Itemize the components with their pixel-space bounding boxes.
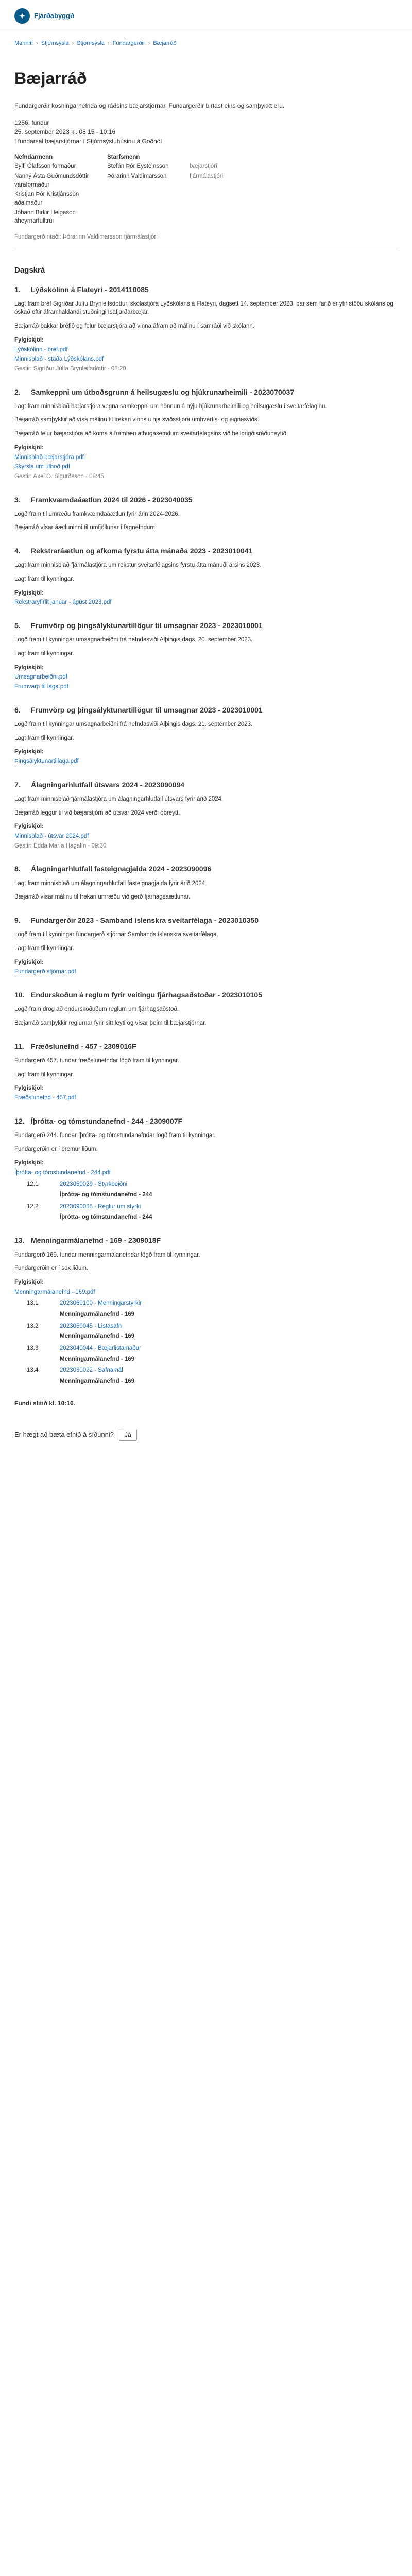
agenda-item-heading: Frumvörp og þingsályktunartillögur til umsagnar 2023 - 2023010001: [31, 705, 263, 714]
member: Sylfi Ólafsson formaður: [14, 163, 76, 170]
agenda-item-text: Fundargerðin er í sex liðum.: [14, 1265, 89, 1272]
agenda-item-text: Bæjarráð vísar málinu til frekari umræðu við gerð fjárhagsáætlunar.: [14, 894, 191, 901]
attachment-link[interactable]: Fundargerð stjórnar.pdf: [14, 969, 76, 975]
agenda-item-text: Lagt fram bréf Sigríðar Júlíu Brynleifsdóttur, skólastjóra Lýðskólans á Flateyri, dagsett 14. september 2023, þar sem farið er yfir stöðu skólans og óskað eftir áframhaldandi stuðningi Ísafjarðarbæjar.: [14, 300, 393, 316]
agenda-item-number: 10.: [14, 991, 25, 999]
agenda-item-text: Lagt fram til kynningar.: [14, 1071, 74, 1078]
guests: Gestir: Edda María Hagalín - 09:30: [14, 842, 107, 849]
agenda-item-number: 4.: [14, 547, 21, 555]
agenda-item-heading: Álagningarhlutfall fasteignagjalda 2024 - 2023090096: [31, 865, 212, 873]
agenda-item: [14, 1116, 398, 1222]
attachments-label: Fylgiskjöl:: [14, 336, 44, 343]
sub-item-detail: [60, 1377, 398, 1386]
sub-item-detail: [60, 1213, 398, 1222]
agenda-item-title: [14, 387, 398, 397]
agenda-item-title: [14, 779, 398, 790]
attachment-link[interactable]: Þingsályktunartillaga.pdf: [14, 758, 79, 765]
agenda-item-text: Lagt fram til kynningar.: [14, 651, 74, 657]
feedback-yes-button[interactable]: Já: [119, 1429, 137, 1441]
agenda-item-number: 1.: [14, 285, 21, 294]
agenda-item-title: [14, 990, 398, 1000]
sub-item-link[interactable]: 2023060100 - Menningarstyrkir: [60, 1300, 142, 1307]
breadcrumb-item[interactable]: Fundargerðir: [112, 40, 145, 46]
staff-role: bæjarstjóri: [190, 163, 217, 170]
minute-taker: Fundargerð ritaði: Þórarinn Valdimarsson fjármálastjóri: [14, 234, 158, 241]
agenda-item-text: Lagt fram minnisblað um álagningarhlutfall fasteignagjalda fyrir árið 2024.: [14, 880, 207, 887]
agenda-item-title: [14, 915, 398, 925]
attachment-link[interactable]: Lýðskólinn - bréf.pdf: [14, 346, 68, 353]
agenda-item-text: Lagt fram til kynningar.: [14, 945, 74, 952]
meeting-adjourned: Fundi slitið kl. 10:16.: [14, 1399, 76, 1407]
sub-item-code: 13.2: [27, 1323, 39, 1329]
sub-item-committee: Menningarmálanefnd - 169: [60, 1311, 135, 1318]
sub-item: [27, 1344, 398, 1353]
agenda-item-title: [14, 705, 398, 715]
sub-item: [27, 1180, 398, 1189]
staff: Stefán Þór Eysteinsson: [107, 163, 169, 170]
attachments-label: Fylgiskjöl:: [14, 1085, 44, 1092]
attachment-link[interactable]: Minnisblað - útsvar 2024.pdf: [14, 833, 89, 840]
breadcrumb-item[interactable]: Stjórnsýsla: [77, 40, 105, 46]
sub-item: [27, 1366, 398, 1375]
agenda-item-heading: Fundargerðir 2023 - Samband íslenskra sveitarfélaga - 2023010350: [31, 916, 259, 925]
agenda-item: [14, 990, 398, 1028]
sub-item-detail: [60, 1191, 398, 1199]
attachments-label: Fylgiskjöl:: [14, 444, 44, 451]
agenda-item-title: [14, 495, 398, 505]
agenda-item-heading: Frumvörp og þingsályktunartillögur til umsagnar 2023 - 2023010001: [31, 621, 263, 630]
agenda-item-text: Bæjarráð samþykkir að vísa málinu til frekari vinnslu hjá sviðsstjóra umhverfis- og eignasviðs.: [14, 417, 259, 423]
attachments-label: Fylgiskjöl:: [14, 589, 44, 596]
agenda-item-text: Lagt fram minnisblað bæjarstjóra vegna samkeppni um hönnun á nýju hjúkrunarheimili og heilsugæslu í sveitarfélaginu.: [14, 403, 327, 410]
sub-item-committee: Menningarmálanefnd - 169: [60, 1378, 135, 1385]
attachments-label: Fylgiskjöl:: [14, 1279, 44, 1285]
sub-item-committee: Menningarmálanefnd - 169: [60, 1355, 135, 1362]
sub-items: [27, 1299, 398, 1385]
sub-item-detail: [60, 1310, 398, 1319]
agenda-item-number: 3.: [14, 495, 21, 504]
meeting-date: 25. september 2023 kl. 08:15 - 10:16: [14, 128, 116, 135]
guests: Gestir: Sigríður Júlía Brynleifsdóttir - 08:20: [14, 365, 126, 372]
agenda-item: [14, 1235, 398, 1385]
agenda-item: [14, 863, 398, 902]
sub-item-link[interactable]: 2023030022 - Safnamál: [60, 1367, 123, 1374]
sub-item-detail: [60, 1332, 398, 1341]
agenda-item-number: 13.: [14, 1236, 25, 1245]
agenda-item-text: Lögð fram til kynningar umsagnarbeiðni frá nefndasviði Alþingis dags. 20. september 2023.: [14, 637, 253, 643]
agenda-item-text: Bæjarráð þakkar bréfið og felur bæjarstjóra að vinna áfram að málinu í samráði við skólann.: [14, 323, 254, 330]
staff-heading: Starfsmenn: [107, 154, 140, 160]
intro-text: Fundargerðir kosningarnefnda og ráðsins bæjarstjórnar. Fundargerðir birtast eins og samþykkt eru.: [14, 102, 285, 110]
guests: Gestir: Axel Ö. Sigurðsson - 08:45: [14, 473, 104, 480]
sub-item: [27, 1299, 398, 1308]
agenda-item: [14, 1041, 398, 1103]
attachment-link[interactable]: Umsagnarbeiðni.pdf: [14, 674, 67, 681]
page-title: Bæjarráð: [14, 69, 87, 88]
attachments-label: Fylgiskjöl:: [14, 664, 44, 671]
sub-item-link[interactable]: 2023090035 - Reglur um styrki: [60, 1204, 141, 1210]
sub-item-committee: Íþrótta- og tómstundanefnd - 244: [60, 1214, 152, 1221]
agenda-item-number: 8.: [14, 865, 21, 873]
agenda-item-text: Bæjarráð felur bæjarstjóra að koma á framfæri athugasemdum sveitarfélagsins við heilbrigðisráðuneytið.: [14, 431, 288, 437]
agenda-item-title: [14, 1235, 398, 1245]
agenda-item: [14, 779, 398, 851]
agenda-item-text: Lagt fram minnisblað fjármálastjóra um álagningarhlutfall útsvars fyrir árið 2024.: [14, 796, 224, 803]
agenda-item-heading: Fræðslunefnd - 457 - 2309016F: [31, 1042, 136, 1050]
agenda-item-heading: Menningarmálanefnd - 169 - 2309018F: [31, 1236, 161, 1245]
meeting-meta: [14, 118, 398, 146]
agenda-item-number: 5.: [14, 621, 21, 630]
agenda-item-number: 7.: [14, 780, 21, 789]
sub-items: [27, 1180, 398, 1222]
agenda-list: [14, 284, 398, 1386]
agenda-item-title: [14, 1116, 398, 1126]
logo[interactable]: [14, 8, 74, 24]
agenda-item-text: Fundargerð 169. fundar menningarmálanefndar lögð fram til kynningar.: [14, 1251, 200, 1258]
sub-item-code: 12.1: [27, 1181, 39, 1188]
breadcrumb-item[interactable]: Stjórnsýsla: [41, 40, 69, 46]
agenda-item-text: Bæjarráð vísar áætluninni til umfjöllunar í fagnefndum.: [14, 524, 157, 531]
agenda-item-title: [14, 863, 398, 874]
agenda-item-number: 12.: [14, 1116, 25, 1125]
agenda-item-title: [14, 1041, 398, 1052]
attachment-link[interactable]: Minnisblað bæjarstjóra.pdf: [14, 454, 84, 461]
attachment-link[interactable]: Fræðslunefnd - 457.pdf: [14, 1095, 76, 1101]
agenda-item-heading: Lýðskólinn á Flateyri - 2014110085: [31, 285, 149, 294]
sub-item-code: 12.2: [27, 1204, 39, 1210]
agenda-item-heading: Samkeppni um útboðsgrunn á heilsugæslu og hjúkrunarheimili - 2023070037: [31, 387, 295, 396]
main-content: [0, 48, 412, 1441]
agenda-item-text: Fundargerð 457. fundar fræðslunefndar lögð fram til kynningar.: [14, 1058, 179, 1064]
staff-role: fjármálastjóri: [190, 173, 224, 180]
agenda-item-text: Lagt fram til kynningar.: [14, 735, 74, 741]
sub-item: [27, 1202, 398, 1211]
sub-item-code: 13.4: [27, 1367, 39, 1374]
agenda-item: [14, 620, 398, 691]
sub-item-committee: Menningarmálanefnd - 169: [60, 1333, 135, 1340]
agenda-item-heading: Íþrótta- og tómstundanefnd - 244 - 2309007F: [31, 1116, 183, 1125]
meeting-number: 1256. fundur: [14, 118, 49, 126]
logo-icon: ✦: [14, 8, 30, 24]
agenda-heading: Dagskrá: [14, 265, 45, 275]
attachment-link[interactable]: Skýrsla um útboð.pdf: [14, 464, 71, 470]
sub-item-detail: [60, 1355, 398, 1364]
attachments-label: Fylgiskjöl:: [14, 959, 44, 965]
agenda-item-heading: Rekstraráætlun og afkoma fyrstu átta mánaða 2023 - 2023010041: [31, 547, 253, 555]
agenda-item: [14, 387, 398, 481]
attachments-label: Fylgiskjöl:: [14, 1160, 44, 1166]
agenda-item-number: 9.: [14, 916, 21, 925]
agenda-item-title: [14, 284, 398, 295]
sub-item-code: 13.3: [27, 1345, 39, 1352]
agenda-item: [14, 705, 398, 766]
feedback-question: Er hægt að bæta efnið á síðunni?: [14, 1430, 114, 1438]
member: Jóhann Birkir Helgason áheyrnarfulltrúi: [14, 209, 76, 225]
agenda-item-text: Lögð fram drög að endurskoðuðum reglum um fjárhagsaðstoð.: [14, 1006, 179, 1013]
agenda-item-text: Bæjarráð samþykkir reglurnar fyrir sitt leyti og vísar þeim til bæjarstjórnar.: [14, 1020, 207, 1027]
agenda-item-number: 2.: [14, 387, 21, 396]
attachment-link[interactable]: Íþrótta- og tómstundanefnd - 244.pdf: [14, 1170, 111, 1176]
attachments-label: Fylgiskjöl:: [14, 749, 44, 755]
agenda-item-text: Bæjarráð leggur til við bæjarstjórn að útsvar 2024 verði óbreytt.: [14, 809, 180, 816]
agenda-item: [14, 495, 398, 533]
agenda-item-text: Fundargerð 244. fundar íþrótta- og tómstundanefndar lögð fram til kynningar.: [14, 1132, 216, 1139]
attachments-label: Fylgiskjöl:: [14, 823, 44, 830]
attachment-link[interactable]: Rekstraryfirlit janúar - ágúst 2023.pdf: [14, 599, 112, 606]
staff: Þórarinn Valdimarsson: [107, 173, 167, 180]
site-header: [0, 0, 412, 32]
logo-text: Fjarðabyggð: [34, 11, 75, 20]
sub-item-link[interactable]: 2023040044 - Bæjarlistamaður: [60, 1345, 141, 1352]
agenda-item-text: Lagt fram til kynningar.: [14, 576, 74, 583]
agenda-item: [14, 284, 398, 374]
member: Kristjan Þór Kristjánsson aðalmaður: [14, 191, 79, 207]
agenda-item: [14, 915, 398, 976]
sub-item-committee: Íþrótta- og tómstundanefnd - 244: [60, 1192, 152, 1198]
agenda-item: [14, 546, 398, 607]
sub-item-code: 13.1: [27, 1300, 39, 1307]
attendees: [14, 153, 398, 226]
agenda-item-text: Lögð fram til kynningar fundargerð stjórnar Sambands íslenskra sveitarfélaga.: [14, 931, 218, 938]
agenda-item-heading: Endurskoðun á reglum fyrir veitingu fjárhagsaðstoðar - 2023010105: [31, 991, 262, 999]
agenda-item-text: Lögð fram til kynningar umsagnarbeiðni frá nefndasviði Alþingis dags. 21. september 2023.: [14, 721, 253, 728]
sub-item-link[interactable]: 2023050029 - Styrkbeiðni: [60, 1181, 128, 1188]
agenda-item-title: [14, 546, 398, 556]
agenda-item-heading: Framkvæmdaáætlun 2024 til 2026 - 2023040035: [31, 495, 193, 504]
attachment-link[interactable]: Frumvarp til laga.pdf: [14, 684, 68, 690]
breadcrumb-item[interactable]: Mannlíf: [14, 40, 33, 46]
breadcrumb: Mannlíf › Stjórnsýsla › Stjórnsýsla › Fundargerðir › Bæjarráð: [0, 32, 412, 48]
attachment-link[interactable]: Minnisblað - staða Lýðskólans.pdf: [14, 356, 104, 363]
sub-item: [27, 1322, 398, 1331]
agenda-item-text: Fundargerðin er í þremur liðum.: [14, 1146, 98, 1153]
breadcrumb-current: Bæjarráð: [153, 40, 177, 46]
agenda-item-text: Lagt fram minnisblað fjármálastjóra um rekstur sveitarfélagsins fyrstu átta mánuði ársins 2023.: [14, 562, 262, 569]
agenda-item-title: [14, 620, 398, 631]
agenda-item-number: 11.: [14, 1042, 24, 1050]
agenda-item-text: Lögð fram til umræðu framkvæmdaáætlun fyrir árin 2024-2026.: [14, 511, 180, 517]
agenda-item-number: 6.: [14, 705, 21, 714]
agenda-item-heading: Álagningarhlutfall útsvars 2024 - 2023090094: [31, 780, 185, 789]
feedback-widget: [14, 1429, 398, 1441]
meeting-location: í fundarsal bæjarstjórnar í Stjórnsýsluhúsinu á Goðhól: [14, 137, 162, 145]
attachment-link[interactable]: Menningarmálanefnd - 169.pdf: [14, 1289, 95, 1295]
sub-item-link[interactable]: 2023050045 - Listasafn: [60, 1323, 122, 1329]
member: Nanný Ásta Guðmundsdóttir varaformaður: [14, 173, 89, 188]
attendees-heading: Nefndarmenn: [14, 154, 53, 160]
